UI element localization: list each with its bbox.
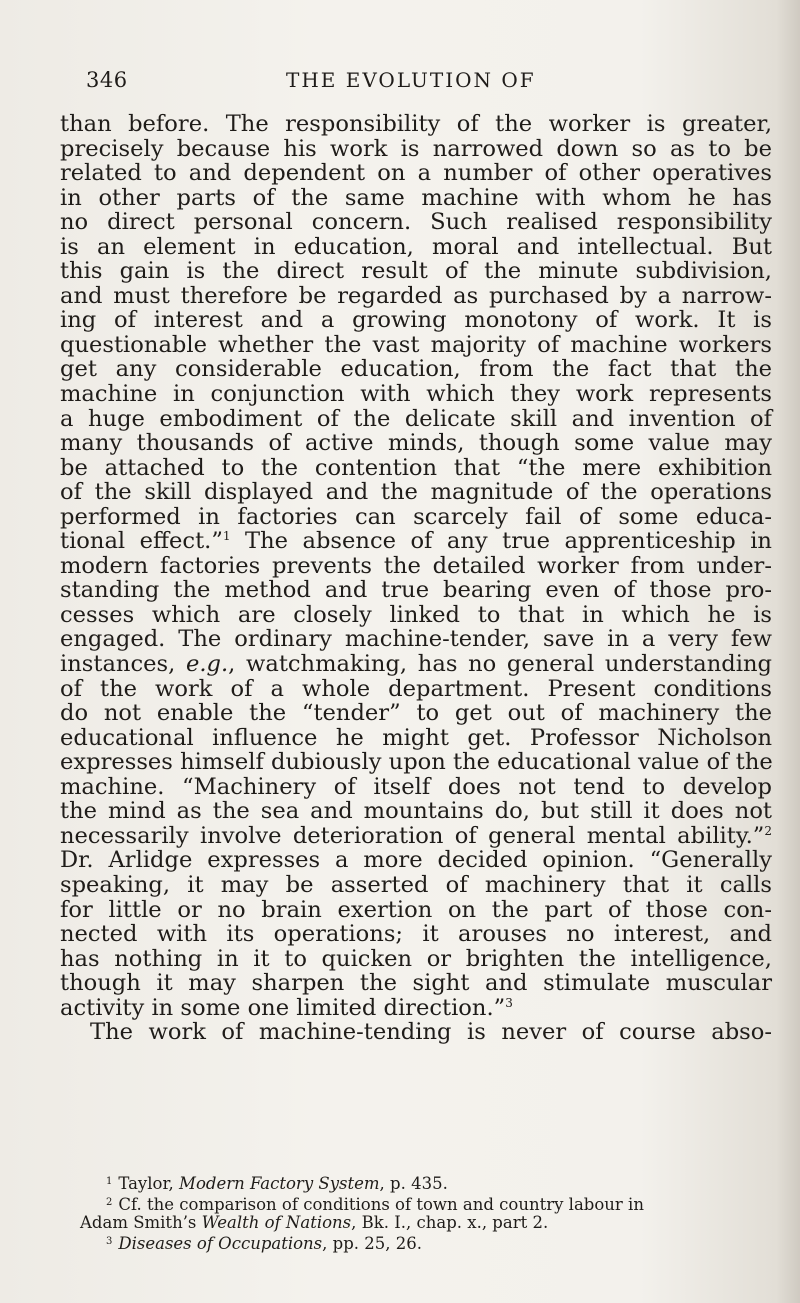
footnote-title: Modern Factory System — [179, 1174, 380, 1193]
text-line: of the work of a whole department. Present conditions — [60, 675, 772, 702]
text-line: modern factories prevents the detailed worker from under- — [60, 552, 772, 579]
footnote-2 — [80, 1194, 740, 1215]
text-line: no direct personal concern. Such realised responsibility — [60, 209, 772, 236]
footnote-text: Adam Smith’s — [80, 1213, 202, 1232]
text-line: ing of interest and a growing monotony of work. It is — [60, 307, 772, 334]
text-fragment: activity in some one limited direction.” — [60, 994, 506, 1021]
text-line-with-ref — [60, 996, 772, 1021]
footnotes — [80, 1173, 740, 1253]
text-line: cesses which are closely linked to that in which he is — [60, 601, 772, 628]
text-line: expresses himself dubiously upon the educational value of the — [60, 749, 773, 776]
text-line: and must therefore be regarded as purchased by a narrow- — [60, 282, 772, 309]
text-line: performed in factories can scarcely fail of some educa- — [60, 503, 772, 530]
footnote-title: Wealth of Nations — [201, 1213, 352, 1232]
page-number: 346 — [86, 68, 128, 92]
text-line: though it may sharpen the sight and stimulate muscular — [60, 970, 772, 997]
text-line: of the skill displayed and the magnitude of the operations — [60, 479, 772, 506]
text-line: engaged. The ordinary machine-tender, save in a very few — [60, 626, 772, 653]
text-line: The work of machine-tending is never of course abso- — [90, 1019, 772, 1046]
text-line: has nothing in it to quicken or brighten the intelligence, — [60, 945, 772, 972]
text-fragment: , watchmaking, has no general understanding — [228, 651, 772, 678]
text-line: educational influence he might get. Professor Nicholson — [60, 724, 772, 751]
text-fragment: instances, — [60, 651, 186, 678]
text-line: in other parts of the same machine with whom he has — [60, 184, 772, 211]
text-line: standing the method and true bearing even of those pro- — [60, 577, 772, 604]
text-line: than before. The responsibility of the worker is greater, — [60, 111, 772, 137]
text-line: precisely because his work is narrowed down so as to be — [60, 135, 772, 162]
text-fragment: necessarily involve deterioration of general mental ability.” — [60, 822, 765, 849]
footnote-ref: 3 — [505, 995, 513, 1010]
text-line: related to and dependent on a number of other operatives — [60, 160, 772, 187]
text-line-with-italic — [60, 652, 772, 677]
running-head: THE EVOLUTION OF — [286, 68, 536, 92]
body-text — [60, 112, 772, 1045]
text-line: do not enable the “tender” to get out of machinery the — [60, 700, 772, 727]
text-line: machine. “Machinery of itself does not tend to develop — [60, 773, 772, 800]
footnote-3 — [80, 1233, 740, 1254]
text-line: speaking, it may be asserted of machinery that it calls — [60, 871, 772, 898]
text-line: be attached to the contention that “the mere exhibition — [60, 454, 772, 481]
footnote-text: Taylor, — [118, 1174, 180, 1193]
text-line: machine in conjunction with which they work represents — [60, 381, 772, 408]
text-fragment: tional effect.” — [60, 528, 223, 555]
text-line: questionable whether the vast majority of machine workers — [60, 331, 772, 358]
footnote-text: , p. 435. — [379, 1174, 448, 1193]
footnote-mark: 2 — [106, 1196, 113, 1208]
text-line: a huge embodiment of the delicate skill and invention of — [60, 405, 772, 432]
text-line: is an element in education, moral and intellectual. But — [60, 233, 772, 260]
footnote-ref: 1 — [222, 529, 231, 544]
footnote-text: , pp. 25, 26. — [322, 1233, 422, 1253]
text-line: the mind as the sea and mountains do, but still it does not — [60, 798, 772, 825]
footnote-ref: 2 — [764, 823, 772, 838]
footnote-title: Diseases of Occupations — [118, 1233, 323, 1253]
page-header — [86, 68, 706, 96]
footnote-mark: 3 — [106, 1235, 113, 1247]
text-line: nected with its operations; it arouses no interest, and — [60, 921, 772, 948]
footnote-2-continued — [80, 1214, 740, 1233]
text-line: get any considerable education, from the fact that the — [60, 356, 772, 383]
footnote-mark: 1 — [106, 1176, 113, 1187]
text-line-with-refs — [60, 529, 772, 554]
footnote-text: , Bk. I., chap. x., part 2. — [351, 1213, 549, 1232]
footnote-text: Cf. the comparison of conditions of town and country labour in — [118, 1194, 644, 1214]
text-fragment: The absence of any true apprenticeship in — [245, 528, 772, 555]
text-line: many thousands of active minds, though some value may — [60, 430, 772, 457]
text-line: Dr. Arlidge expresses a more decided opinion. “Generally — [60, 847, 772, 874]
footnote-1 — [80, 1173, 740, 1194]
text-line: this gain is the direct result of the minute subdivision, — [60, 258, 772, 285]
italic-abbrev: e.g. — [185, 651, 229, 678]
text-line-with-ref — [60, 824, 772, 849]
text-line: for little or no brain exertion on the part of those con- — [60, 896, 772, 923]
